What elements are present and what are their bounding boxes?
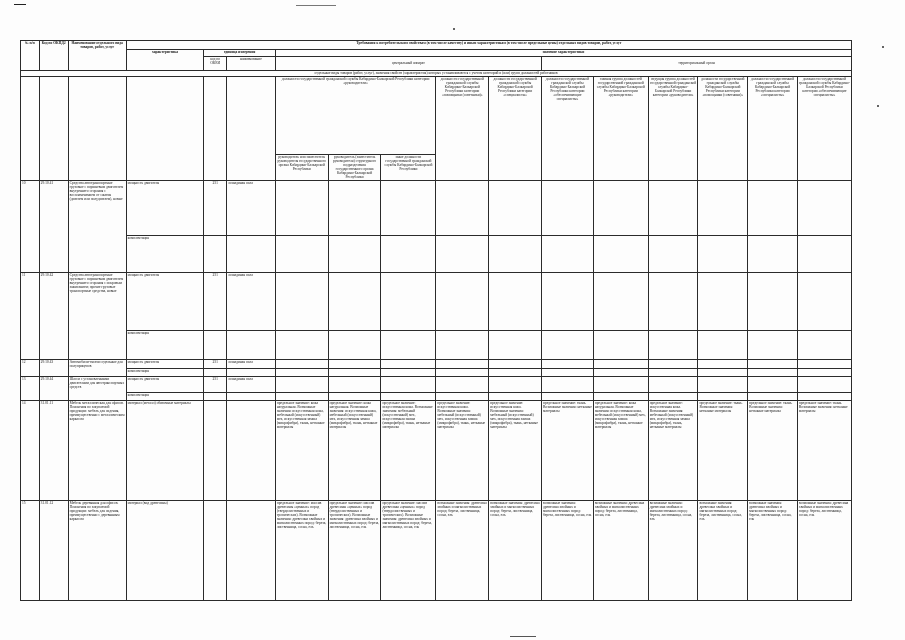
row-name: Мебель металлическая для офисов. Пояснения по закупаемой продукции: мебель для сидения, преимущественно с металлическим каркасом bbox=[68, 400, 126, 500]
header-unit-name: наименование bbox=[227, 57, 276, 71]
table-row bbox=[21, 376, 852, 392]
header-unit: единица измерения bbox=[204, 50, 275, 57]
value-cell: предельное значение: массив древесины «ценных» пород (твердолиственных и тропических). Возможные значения: древесина хвойных и мягколиственных пород: береза, лиственница, сосна, ель bbox=[328, 500, 381, 600]
header-no: № п/п bbox=[21, 41, 40, 71]
header-name: Наименование отдельного вида товаров, работ, услуг bbox=[68, 41, 126, 71]
row-characteristic: комплектация bbox=[126, 235, 204, 272]
category-6: должности государственной гражданской службы Кабардино-Балкарской Республики категории «обеспечивающие специалисты» bbox=[542, 77, 594, 181]
scan-mark-bottom bbox=[510, 636, 536, 637]
blank-cell bbox=[126, 77, 204, 181]
row-okei: 251 bbox=[204, 376, 227, 392]
table-row bbox=[21, 392, 852, 400]
row-name: Средства автотранспортные грузовые с поршневым двигателем внутреннего сгорания с искровым зажиганием; прочие грузовые транспортные средства, новые bbox=[68, 272, 126, 359]
category-2: руководитель (заместитель руководителя) структурного подразделения государственного органа Кабардино-Балкарской Республики bbox=[328, 155, 381, 181]
value-cell: возможные значения: древесина хвойных и мягколиственных пород: береза, лиственница, сосна, ель bbox=[648, 500, 698, 600]
header-unit-code: код по ОКЕИ bbox=[204, 57, 227, 71]
value-cell: предельное значение: искусственная кожа. Возможные значения: мебельный (искусственный) мех, искусственная замша (микрофибра), ткань, нетканые материалы bbox=[489, 400, 542, 500]
value-cell: возможные значения: древесина хвойных и мягколиственных пород: береза, лиственница, сосна, ель bbox=[542, 500, 594, 600]
value-cell: возможные значения: древесина хвойных и мягколиственных пород: береза, лиственница, сосна, ель bbox=[698, 500, 748, 600]
blank-cell bbox=[21, 77, 40, 181]
row-okei: 251 bbox=[204, 272, 227, 330]
table-row bbox=[21, 359, 852, 368]
row-characteristic: материал (металл) обивочные материалы bbox=[126, 400, 204, 500]
row-characteristic: мощность двигателя bbox=[126, 272, 204, 330]
table-row bbox=[21, 272, 852, 330]
value-cell: возможные значения: древесина хвойных и мягколиственных пород: береза, лиственница, сосна, ель bbox=[748, 500, 798, 600]
value-cell: предельное значение: кожа натуральная. Возможные значения: искусственная кожа, мебельный (искусственный) мех, искусственная замша (микрофибра), ткань, нетканые материалы bbox=[275, 400, 328, 500]
category-5: должности государственной гражданской службы Кабардино-Балкарской Республики категории «специалисты» bbox=[489, 77, 542, 181]
category-8: ведущая группа должностей государственной гражданской службы Кабардино-Балкарской Республики категории «руководители» bbox=[648, 77, 698, 181]
row-code: 29.10.42 bbox=[39, 272, 68, 359]
category-10: должности государственной гражданской службы Кабардино-Балкарской Республики категории «специалисты» bbox=[748, 77, 798, 181]
row-unit: лошадиная сила bbox=[227, 180, 276, 235]
scan-mark-top-left bbox=[14, 4, 26, 5]
blank-cell bbox=[68, 77, 126, 181]
row-no: 11 bbox=[21, 272, 40, 359]
row-characteristic: комплектация bbox=[126, 330, 204, 359]
header-okpd: Код по ОКПД2 bbox=[39, 41, 68, 71]
header-values: значение характеристики bbox=[275, 50, 851, 57]
row-unit: лошадиная сила bbox=[227, 359, 276, 368]
table-row bbox=[21, 400, 852, 500]
category-1: руководитель или заместитель руководителя государственного органа Кабардино-Балкарской Республики bbox=[275, 155, 328, 181]
row-characteristic: мощность двигателя bbox=[126, 180, 204, 235]
row-name: Мебель деревянная для офисов. Пояснения по закупаемой продукции: мебель для сидения, преимущественно с деревянным каркасом bbox=[68, 500, 126, 600]
scan-dot-right bbox=[882, 46, 884, 48]
row-unit: лошадиная сила bbox=[227, 272, 276, 330]
value-cell: предельное значение: искусственная кожа. Возможные значения: мебельный (искусственный) мех, искусственная замша (микрофибра), ткань, нетканые материалы bbox=[381, 400, 436, 500]
requirements-table bbox=[20, 40, 852, 601]
row-code: 29.10.43 bbox=[39, 359, 68, 376]
row-okei: 251 bbox=[204, 359, 227, 368]
table-row bbox=[21, 330, 852, 359]
row-no: 15 bbox=[21, 500, 40, 600]
value-cell: предельное значение: ткань. Возможные значения: нетканые материалы bbox=[797, 400, 851, 500]
row-characteristic: материал (вид древесины) bbox=[126, 500, 204, 600]
row-code: 31.01.12 bbox=[39, 500, 68, 600]
value-cell: предельное значение: искусственная кожа. Возможные значения: мебельный (искусственный) мех, искусственная замша (микрофибра), ткань, нетканые материалы bbox=[648, 400, 698, 500]
value-cell: предельное значение: ткань. Возможные значения: нетканые материалы bbox=[748, 400, 798, 500]
row-okei: 251 bbox=[204, 180, 227, 235]
row-code: 29.10.44 bbox=[39, 376, 68, 400]
row-no: 10 bbox=[21, 180, 40, 272]
row-code: 29.10.41 bbox=[39, 180, 68, 272]
value-cell: возможные значения: древесина хвойных и мягколиственных пород: береза, лиственница, сосна, ель bbox=[489, 500, 542, 600]
header-requirements: Требования к потребительским свойствам (в том числе качеству) и иным характеристикам (в том числе предельные цены) отдельных видов товаров, работ, услуг bbox=[126, 41, 851, 50]
table-row bbox=[21, 500, 852, 600]
scan-mark-top bbox=[296, 5, 336, 6]
value-cell: предельное значение: ткань. Возможные значения: нетканые материалы bbox=[542, 400, 594, 500]
category-4: должности государственной гражданской службы Кабардино-Балкарской Республики категории «помощники (советники)» bbox=[436, 77, 489, 181]
row-characteristic: комплектация bbox=[126, 368, 204, 376]
row-characteristic: мощность двигателя bbox=[126, 376, 204, 392]
row-no: 13 bbox=[21, 376, 40, 400]
header-group-leaders: должности государственной гражданской службы Кабардино-Балкарской Республики категории «руководители» bbox=[275, 77, 436, 155]
row-name: Шасси с установленными двигателями для автотранспортных средств bbox=[68, 376, 126, 400]
row-characteristic: мощность двигателя bbox=[126, 359, 204, 368]
category-11: должности государственной гражданской службы Кабардино-Балкарской Республики категории «обеспечивающие специалисты» bbox=[797, 77, 851, 181]
scan-dot-top bbox=[453, 28, 455, 30]
value-cell: предельное значение: кожа натуральная. Возможные значения: искусственная кожа, мебельный (искусственный) мех, искусственная замша (микрофибра), ткань, нетканые материалы bbox=[328, 400, 381, 500]
blank-cell bbox=[39, 77, 68, 181]
value-cell: предельное значение: массив древесины «ценных» пород (твердолиственных и тропических). Возможные значения: древесина хвойных и мягколиственных пород: береза, лиственница, сосна, ель bbox=[381, 500, 436, 600]
row-name: Средства автотранспортные грузовые с поршневым двигателем внутреннего сгорания с воспламенением от сжатия (дизелем или полудизелем), новые bbox=[68, 180, 126, 272]
category-3: иные должности государственной гражданской службы Кабардино-Балкарской Республики bbox=[381, 155, 436, 181]
row-characteristic: комплектация bbox=[126, 392, 204, 400]
value-cell: предельное значение: искусственная кожа. Возможные значения: мебельный (искусственный) мех, искусственная замша (микрофибра), ткань, нетканые материалы bbox=[436, 400, 489, 500]
row-name: Автомобили-тягачи седельные для полуприцепов bbox=[68, 359, 126, 376]
row-no: 14 bbox=[21, 400, 40, 500]
header-characteristic: характеристика bbox=[126, 50, 204, 71]
scan-dot-right-2 bbox=[877, 105, 879, 107]
caption-row: отдельные виды товаров (работ, услуг), значения свойств (характеристик) которых устанавливаются с учетом категорий и (или) групп должностей работников bbox=[21, 71, 852, 77]
value-cell: возможные значения: древесина хвойных и мягколиственных пород: береза, лиственница, сосна, ель bbox=[436, 500, 489, 600]
row-code: 31.01.11 bbox=[39, 400, 68, 500]
header-central: центральный аппарат bbox=[275, 57, 541, 71]
value-cell: предельное значение: кожа натуральная. Возможные значения: искусственная кожа, мебельный (искусственный) мех, искусственная замша (микрофибра), ткань, нетканые материалы bbox=[593, 400, 648, 500]
category-7: главная группа должностей государственной гражданской службы Кабардино-Балкарской Республики категории «руководители» bbox=[593, 77, 648, 181]
blank-cell bbox=[227, 77, 276, 181]
table-row bbox=[21, 235, 852, 272]
table-row bbox=[21, 180, 852, 235]
table-row bbox=[21, 368, 852, 376]
category-9: должности государственной гражданской службы Кабардино-Балкарской Республики категории «помощники (советники)» bbox=[698, 77, 748, 181]
blank-cell bbox=[204, 77, 227, 181]
value-cell: возможные значения: древесина хвойных и мягколиственных пород: береза, лиственница, сосна, ель bbox=[797, 500, 851, 600]
header-territorial: территориальный орган bbox=[542, 57, 852, 71]
row-no: 12 bbox=[21, 359, 40, 376]
value-cell: предельное значение: массив древесины «ценных» пород (твердолиственных и тропических). Возможные значения: древесина хвойных и мягколиственных пород: береза, лиственница, сосна, ель bbox=[275, 500, 328, 600]
value-cell: предельное значение: ткань. Возможные значения: нетканые материалы bbox=[698, 400, 748, 500]
row-unit: лошадиная сила bbox=[227, 376, 276, 392]
value-cell: возможные значения: древесина хвойных и мягколиственных пород: береза, лиственница, сосна, ель bbox=[593, 500, 648, 600]
